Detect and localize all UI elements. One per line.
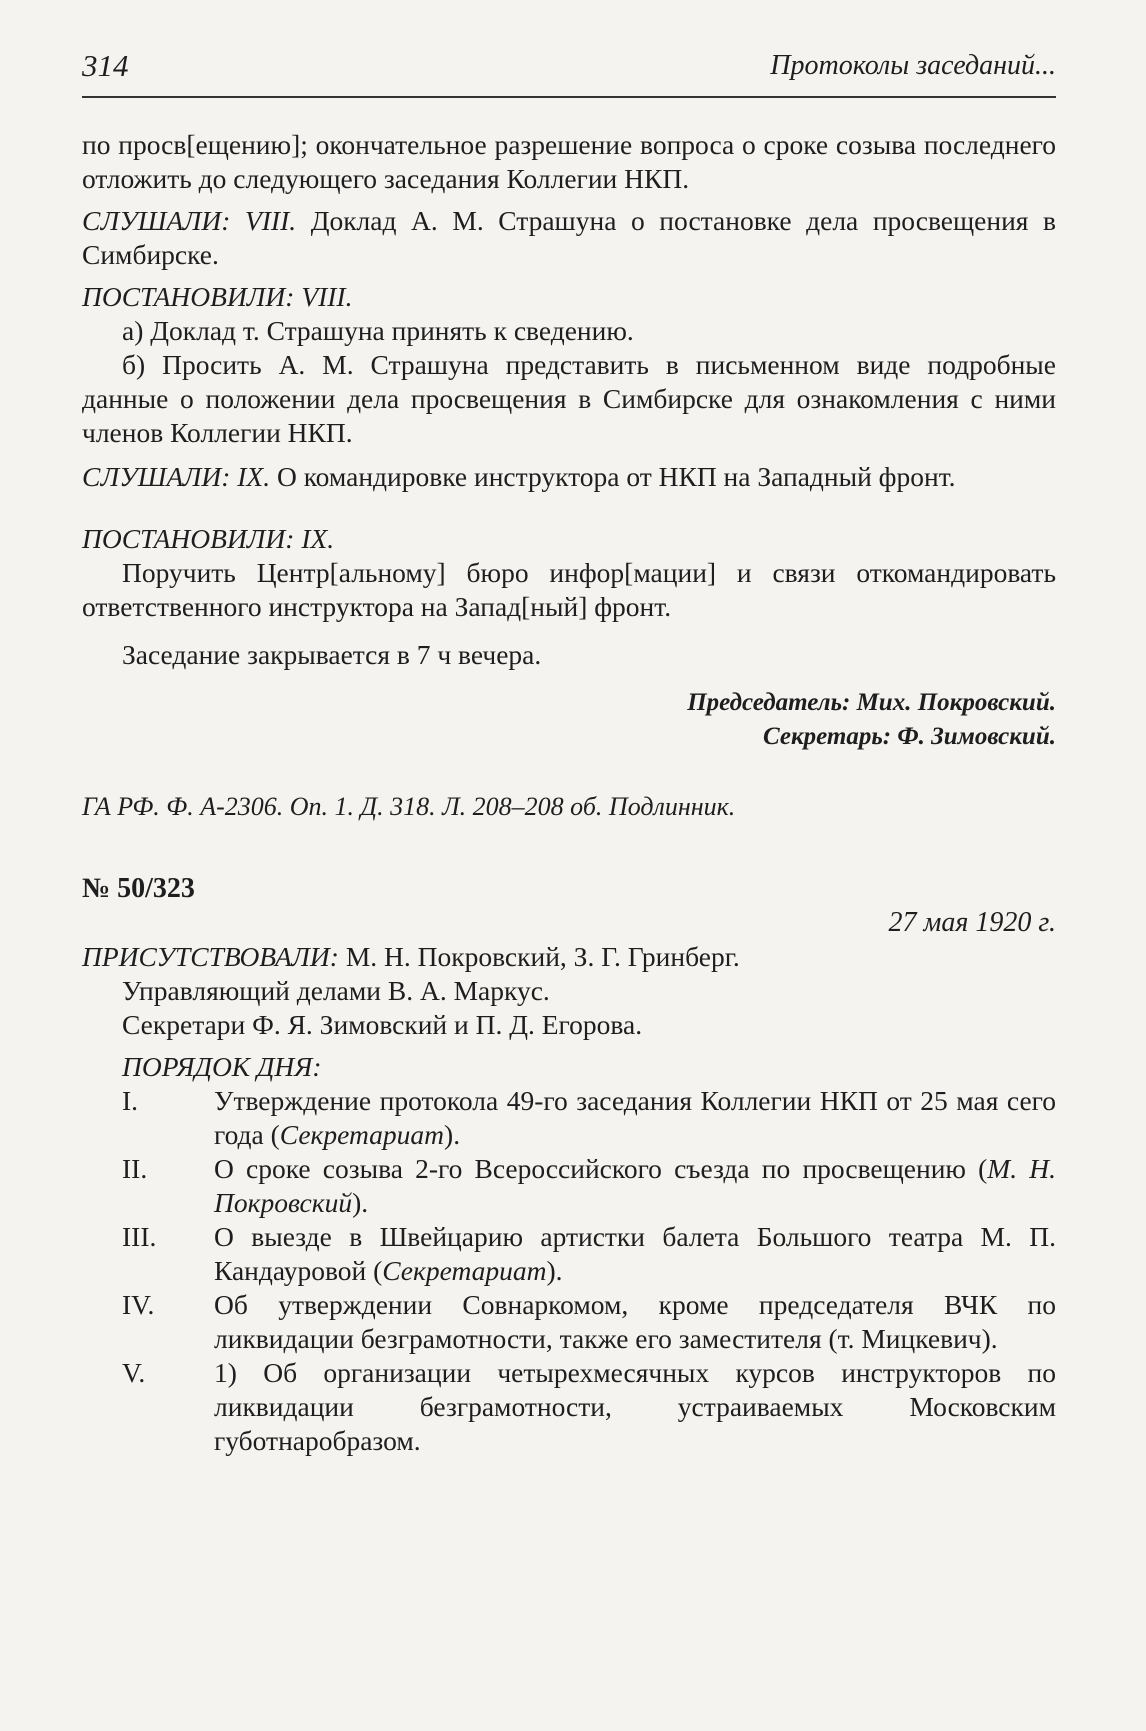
agenda-title: ПОРЯДОК ДНЯ: — [122, 1051, 322, 1082]
agenda-item-number: V. — [122, 1357, 146, 1388]
agenda-item-number: III. — [122, 1221, 157, 1252]
page-number: 314 — [82, 48, 129, 83]
agenda-item — [82, 1288, 1056, 1356]
agenda-item-text: 1) Об организации четырехмесячных курсов инструкторов по ликвидации безграмотности, устраиваемых Московским губотнаробразом. — [214, 1357, 1056, 1456]
closing-line: Заседание закрывается в 7 ч вечера. — [122, 639, 542, 670]
agenda-item-text: Утверждение протокола 49-го заседания Коллегии НКП от 25 мая сего года (Секретариат). — [214, 1085, 1056, 1150]
paragraph-continuation: по просв[ещению]; окончательное разрешение вопроса о сроке созыва последнего отложить до следующего заседания Коллегии НКП. — [82, 129, 1056, 194]
agenda-item — [82, 1220, 1056, 1288]
heard-ix — [82, 460, 1056, 494]
agenda-item-number: II. — [122, 1153, 148, 1184]
present-label: ПРИСУТСТВОВАЛИ: — [82, 941, 339, 972]
heard-ix-label: СЛУШАЛИ: IX. — [82, 461, 271, 492]
document-number: № 50/323 — [82, 873, 195, 904]
running-title: Протоколы заседаний... — [770, 50, 1056, 81]
page-body — [82, 128, 1056, 1458]
agenda-item-text: О сроке созыва 2-го Всероссийского съезда по просвещению (М. Н. Покровский). — [214, 1153, 1056, 1218]
resolved-viii-item-a: а) Доклад т. Страшуна принять к сведению. — [122, 315, 634, 346]
heard-viii-text: Доклад А. М. Страшуна о постановке дела просвещения в Симбирске. — [82, 205, 1056, 270]
resolved-ix-text: Поручить Центр[альному] бюро инфор[мации] и связи откомандировать ответственного инструктора на Запад[ный] фронт. — [82, 557, 1056, 622]
heard-viii-label: СЛУШАЛИ: VIII. — [82, 205, 297, 236]
heard-ix-text: О командировке инструктора от НКП на Западный фронт. — [276, 461, 956, 492]
agenda-item — [82, 1356, 1056, 1458]
agenda-item-number: I. — [122, 1085, 139, 1116]
signature-secretary: Секретарь: Ф. Зимовский. — [763, 723, 1056, 750]
resolved-viii-label: ПОСТАНОВИЛИ: VIII. — [82, 281, 353, 312]
agenda-item-number: IV. — [122, 1289, 155, 1320]
secretaries-line: Секретари Ф. Я. Зимовский и П. Д. Егорова. — [122, 1009, 643, 1040]
document-date: 27 мая 1920 г. — [888, 907, 1056, 938]
agenda-item — [82, 1084, 1056, 1152]
agenda-item-text: Об утверждении Совнаркомом, кроме председателя ВЧК по ликвидации безграмотности, также его заместителя (т. Мицкевич). — [214, 1289, 1056, 1354]
present-line — [82, 940, 1056, 974]
resolved-viii-item-b: б) Просить А. М. Страшуна представить в письменном виде подробные данные о положении дела просвещения в Симбирске для ознакомления с ними членов Коллегии НКП. — [82, 349, 1056, 448]
archive-source: ГА РФ. Ф. А-2306. Оп. 1. Д. 318. Л. 208–208 об. Подлинник. — [82, 792, 736, 821]
resolved-ix-label: ПОСТАНОВИЛИ: IX. — [82, 523, 335, 554]
present-names: М. Н. Покровский, З. Г. Гринберг. — [345, 941, 740, 972]
heard-viii — [82, 204, 1056, 272]
agenda-item — [82, 1152, 1056, 1220]
signature-chair: Председатель: Мих. Покровский. — [687, 689, 1056, 716]
agenda-item-text: О выезде в Швейцарию артистки балета Большого театра М. П. Кандауровой (Секретариат). — [214, 1221, 1056, 1286]
page-header — [82, 48, 1056, 98]
manager-line: Управляющий делами В. А. Маркус. — [122, 975, 550, 1006]
